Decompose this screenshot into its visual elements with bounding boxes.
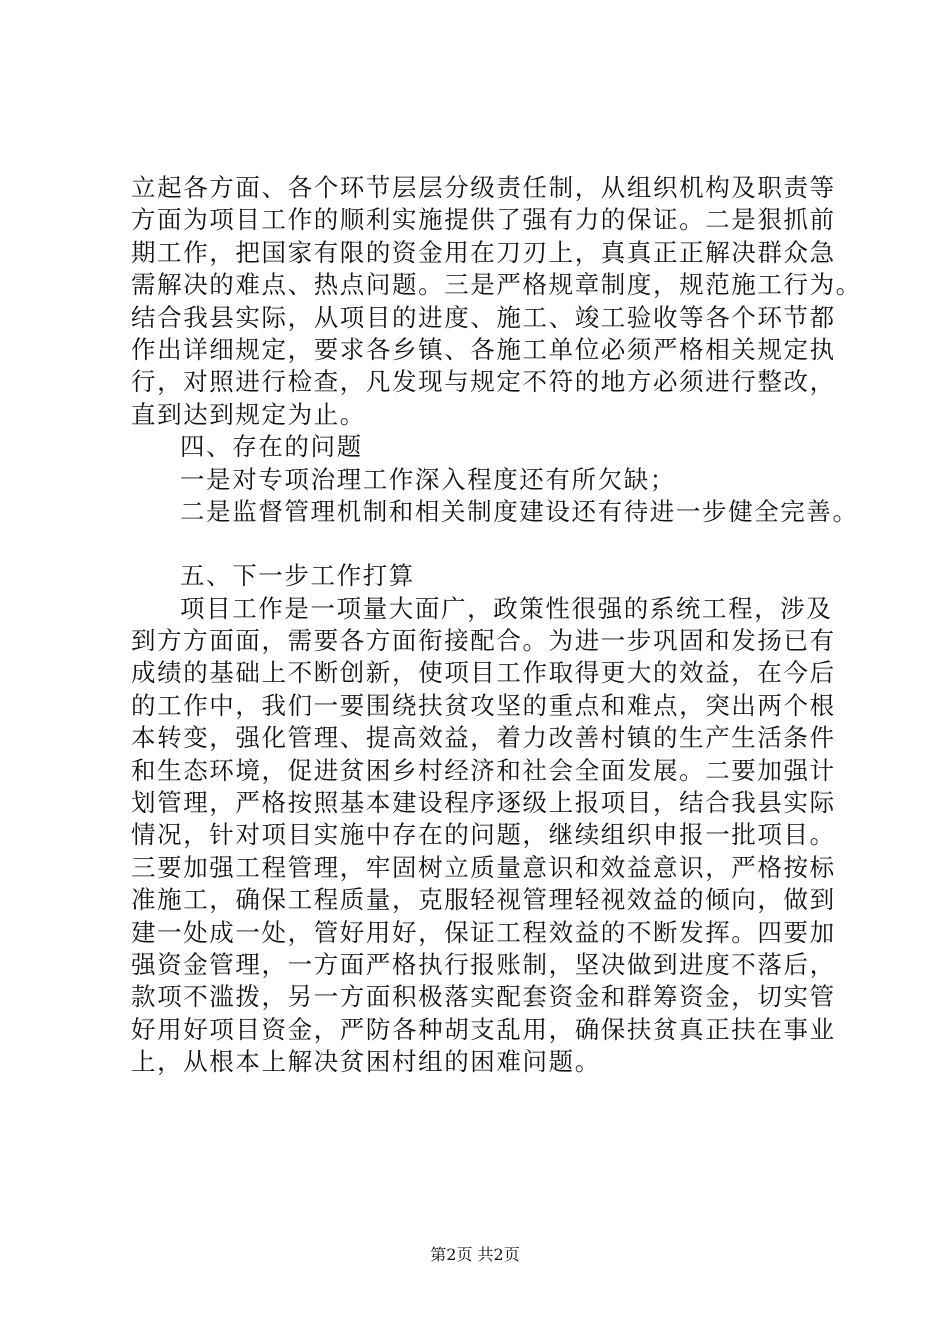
paragraph-line: 上，从根本上解决贫困村组的困难问题。 bbox=[131, 1047, 601, 1077]
paragraph-line: 作出详细规定，要求各乡镇、各施工单位必须严格相关规定执 bbox=[131, 334, 836, 364]
paragraph-line: 强资金管理，一方面严格执行报账制，坚决做到进度不落后， bbox=[131, 949, 836, 979]
paragraph-line: 期工作，把国家有限的资金用在刀刃上，真真正正解决群众急 bbox=[131, 237, 836, 267]
paragraph-line: 好用好项目资金，严防各种胡支乱用，确保扶贫真正扶在事业 bbox=[131, 1014, 836, 1044]
paragraph-line: 结合我县实际，从项目的进度、施工、竣工验收等各个环节都 bbox=[131, 302, 836, 332]
paragraph-line: 行，对照进行检查，凡发现与规定不符的地方必须进行整改， bbox=[131, 367, 836, 397]
paragraph-line: 建一处成一处，管好用好，保证工程效益的不断发挥。四要加 bbox=[131, 917, 836, 947]
section-heading-issues: 四、存在的问题 bbox=[180, 432, 363, 462]
paragraph-line: 情况，针对项目实施中存在的问题，继续组织申报一批项目。 bbox=[131, 820, 836, 850]
paragraph-gap bbox=[131, 528, 831, 560]
paragraph-line: 直到达到规定为止。 bbox=[131, 399, 366, 429]
paragraph-line: 划管理，严格按照基本建设程序逐级上报项目，结合我县实际 bbox=[131, 788, 836, 818]
paragraph-line: 需解决的难点、热点问题。三是严格规章制度，规范施工行为。 bbox=[131, 270, 862, 300]
issue-item: 一是对专项治理工作深入程度还有所欠缺； bbox=[180, 464, 676, 494]
paragraph-line: 立起各方面、各个环节层层分级责任制，从组织机构及职责等 bbox=[131, 173, 836, 202]
paragraph-line: 方面为项目工作的顺利实施提供了强有力的保证。二是狠抓前 bbox=[131, 205, 836, 235]
paragraph-line: 准施工，确保工程质量，克服轻视管理轻视效益的倾向，做到 bbox=[131, 885, 836, 915]
paragraph-line: 三要加强工程管理，牢固树立质量意识和效益意识，严格按标 bbox=[131, 852, 836, 882]
paragraph-line: 项目工作是一项量大面广，政策性很强的系统工程，涉及 bbox=[180, 593, 833, 623]
paragraph-line: 成绩的基础上不断创新，使项目工作取得更大的效益，在今后 bbox=[131, 658, 836, 688]
page-footer: 第2页 共2页 bbox=[430, 1245, 520, 1264]
section-heading-next-steps: 五、下一步工作打算 bbox=[180, 561, 415, 591]
paragraph-line: 到方方面面，需要各方面衔接配合。为进一步巩固和发扬已有 bbox=[131, 626, 836, 656]
issue-item: 二是监督管理机制和相关制度建设还有待进一步健全完善。 bbox=[180, 496, 859, 526]
paragraph-line: 款项不滥拨，另一方面积极落实配套资金和群筹资金，切实管 bbox=[131, 982, 836, 1012]
paragraph-line: 本转变，强化管理、提高效益，着力改善村镇的生产生活条件 bbox=[131, 723, 836, 753]
paragraph-line: 的工作中，我们一要围绕扶贫攻坚的重点和难点，突出两个根 bbox=[131, 690, 836, 720]
paragraph-line: 和生态环境，促进贫困乡村经济和社会全面发展。二要加强计 bbox=[131, 755, 836, 785]
document-body bbox=[131, 172, 862, 1079]
